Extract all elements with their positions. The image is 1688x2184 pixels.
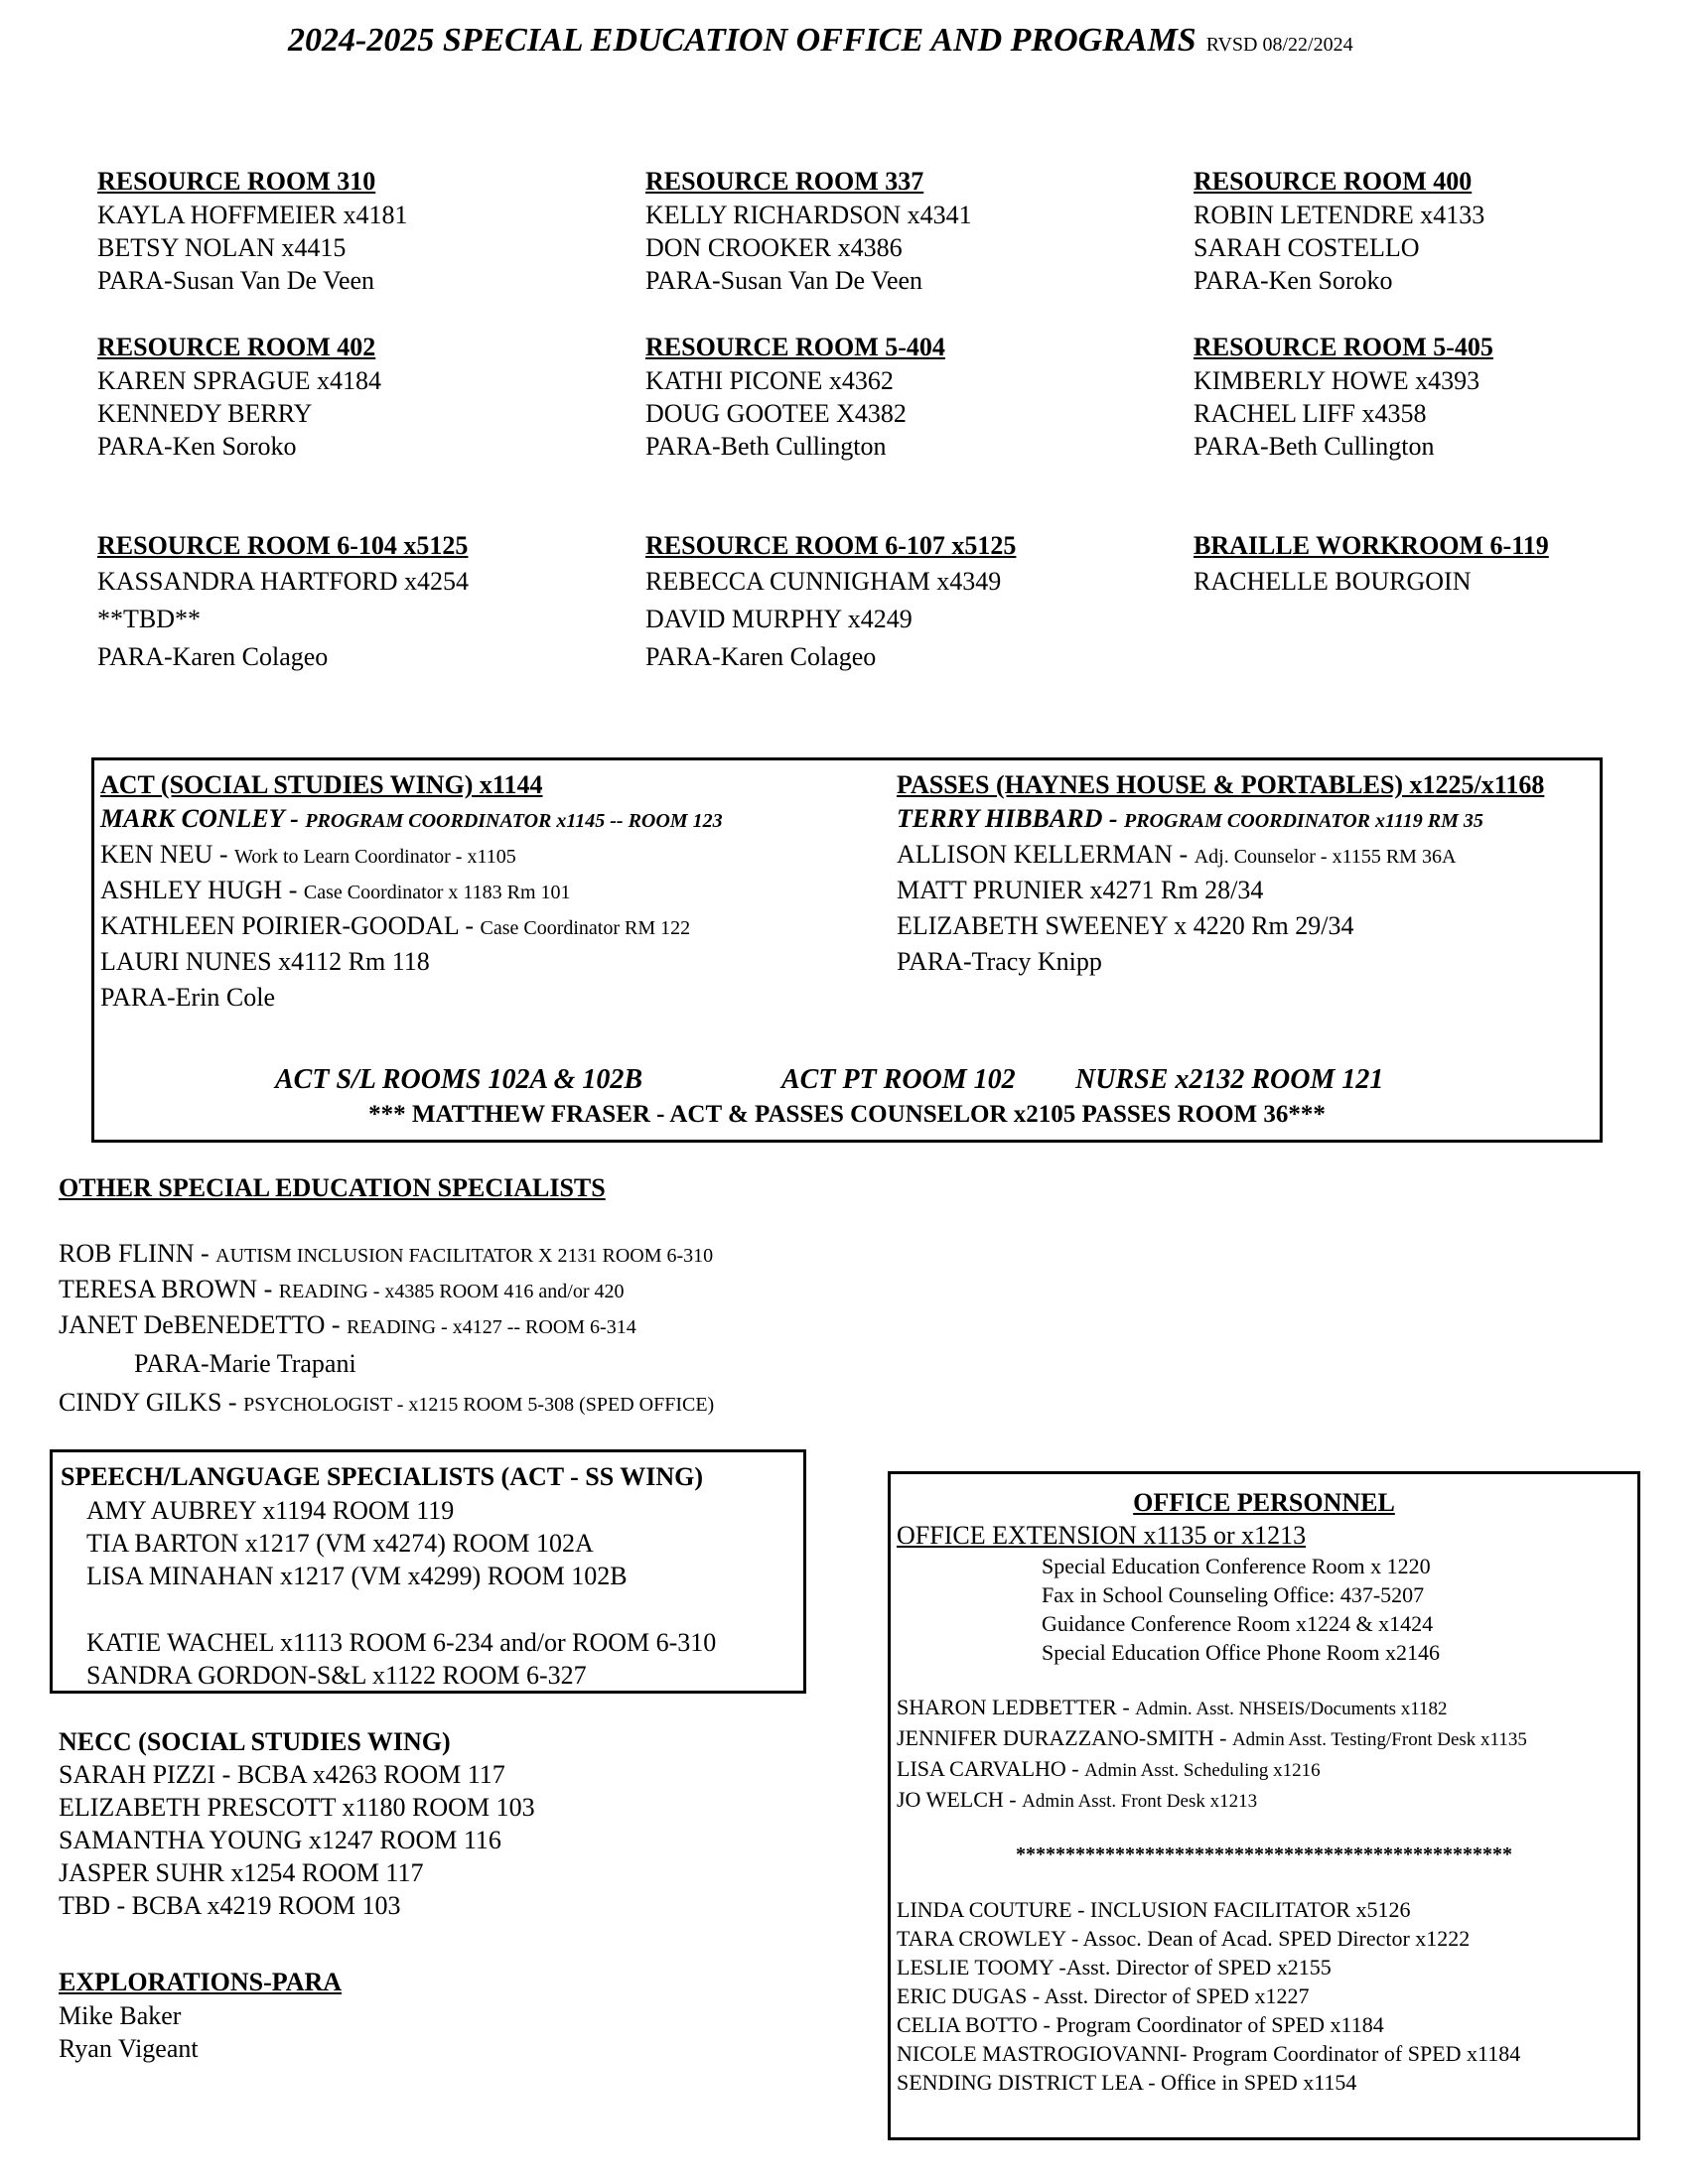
resource-room-400 (1194, 165, 1688, 297)
room-title: RESOURCE ROOM 5-405 (1194, 333, 1493, 361)
room-title: RESOURCE ROOM 337 (645, 167, 924, 196)
staff-line: KAYLA HOFFMEIER x4181 (97, 201, 408, 229)
leader-line: CELIA BOTTO - Program Coordinator of SPED x1184 (897, 2012, 1384, 2037)
room-title: BRAILLE WORKROOM 6-119 (1194, 531, 1549, 560)
room-title: RESOURCE ROOM 402 (97, 333, 376, 361)
act-section (100, 768, 875, 1017)
act-sl-rooms: ACT S/L ROOMS 102A & 102B (275, 1064, 643, 1095)
revision-date: RVSD 08/22/2024 (1205, 34, 1353, 56)
specialist-name: JANET DeBENEDETTO - (59, 1310, 348, 1339)
specialist-line: TIA BARTON x1217 (VM x4274) ROOM 102A (86, 1529, 594, 1558)
staff-line: DON CROOKER x4386 (645, 233, 903, 262)
leadership-list (897, 1895, 1631, 2097)
resource-room-5-405 (1194, 331, 1688, 463)
staff-line: PARA-Karen Colageo (645, 642, 877, 671)
room-title: RESOURCE ROOM 5-404 (645, 333, 945, 361)
passes-coordinator (897, 802, 1598, 838)
leader-line: SENDING DISTRICT LEA - Office in SPED x1154 (897, 2070, 1357, 2095)
office-title-wrap (891, 1486, 1637, 1520)
act-pt-room: ACT PT ROOM 102 (781, 1064, 1016, 1095)
staff-line (897, 945, 1598, 981)
specialist-line (59, 1237, 952, 1273)
staff-line: PARA-Susan Van De Veen (645, 266, 923, 295)
nurse-room: NURSE x2132 ROOM 121 (1075, 1064, 1384, 1095)
assistant-role: Admin Asst. Testing/Front Desk x1135 (1231, 1729, 1527, 1750)
coordinator-role: PROGRAM COORDINATOR x1145 -- ROOM 123 (305, 810, 723, 832)
room-title: RESOURCE ROOM 6-107 x5125 (645, 531, 1017, 560)
staff-line: PARA-Ken Soroko (97, 432, 297, 461)
assistant-name: LISA CARVALHO - (897, 1756, 1085, 1781)
assistant-line (897, 1785, 1631, 1816)
office-body (897, 1520, 1631, 2097)
leader-line: LINDA COUTURE - INCLUSION FACILITATOR x5126 (897, 1897, 1411, 1922)
braille-workroom (1194, 529, 1688, 601)
staff-role: Case Coordinator RM 122 (480, 917, 691, 939)
staff-line: RACHELLE BOURGOIN (1194, 567, 1472, 596)
explorations-section (59, 1966, 555, 2065)
staff-line (100, 838, 875, 874)
assistant-line (897, 1693, 1631, 1723)
staff-line: Mike Baker (59, 2001, 182, 2030)
staff-line: KATHI PICONE x4362 (645, 366, 894, 395)
staff-line: **TBD** (97, 605, 201, 633)
room-line: Fax in School Counseling Office: 437-5207 (1042, 1582, 1425, 1607)
specialist-line (59, 1386, 952, 1422)
staff-line: RACHEL LIFF x4358 (1194, 399, 1427, 428)
staff-line (897, 909, 1598, 945)
room-line: Special Education Office Phone Room x2146 (1042, 1640, 1441, 1665)
staff-name: KEN NEU - (100, 840, 235, 869)
assistant-name: SHARON LEDBETTER - (897, 1695, 1136, 1719)
assistant-line (897, 1723, 1631, 1754)
specialist-line (59, 1344, 952, 1386)
staff-name: ASHLEY HUGH - (100, 876, 304, 904)
assistant-role: Admin. Asst. NHSEIS/Documents x1182 (1135, 1699, 1448, 1719)
room-line: Guidance Conference Room x1224 & x1424 (1042, 1611, 1434, 1636)
staff-line: BETSY NOLAN x4415 (97, 233, 347, 262)
coordinator-name: TERRY HIBBARD - (897, 804, 1124, 833)
staff-line: ELIZABETH PRESCOTT x1180 ROOM 103 (59, 1793, 535, 1822)
leader-line: LESLIE TOOMY -Asst. Director of SPED x2155 (897, 1955, 1332, 1979)
staff-role: Adj. Counselor - x1155 RM 36A (1194, 846, 1457, 868)
specialist-name: TERESA BROWN - (59, 1275, 279, 1303)
office-personnel-box (888, 1471, 1640, 2140)
staff-line (100, 909, 875, 945)
staff-name: MATT PRUNIER x4271 Rm 28/34 (897, 876, 1264, 904)
staff-line: PARA-Karen Colageo (97, 642, 329, 671)
assistant-role: Admin Asst. Front Desk x1213 (1022, 1791, 1258, 1812)
staff-line: JASPER SUHR x1254 ROOM 117 (59, 1858, 424, 1887)
resource-room-310 (97, 165, 614, 297)
act-coordinator (100, 802, 875, 838)
staff-line: PARA-Beth Cullington (645, 432, 887, 461)
staff-line: KIMBERLY HOWE x4393 (1194, 366, 1480, 395)
passes-title: PASSES (HAYNES HOUSE & PORTABLES) x1225/x1168 (897, 770, 1545, 799)
assistants-list (897, 1693, 1631, 1816)
resource-room-402 (97, 331, 614, 463)
necc-section (59, 1725, 754, 1922)
section-title: NECC (SOCIAL STUDIES WING) (59, 1727, 451, 1756)
specialist-line: LISA MINAHAN x1217 (VM x4299) ROOM 102B (86, 1562, 628, 1590)
staff-name: ELIZABETH SWEENEY x 4220 Rm 29/34 (897, 911, 1354, 940)
staff-line: TBD - BCBA x4219 ROOM 103 (59, 1891, 401, 1920)
staff-line: PARA-Ken Soroko (1194, 266, 1393, 295)
room-title: RESOURCE ROOM 310 (97, 167, 376, 196)
specialist-role: READING - x4127 -- ROOM 6-314 (347, 1316, 636, 1338)
staff-line: PARA-Beth Cullington (1194, 432, 1435, 461)
specialist-line: AMY AUBREY x1194 ROOM 119 (86, 1496, 455, 1525)
staff-name: PARA-Erin Cole (100, 983, 275, 1012)
leader-line: ERIC DUGAS - Asst. Director of SPED x1227 (897, 1983, 1310, 2008)
resource-room-337 (645, 165, 1162, 297)
staff-line: ROBIN LETENDRE x4133 (1194, 201, 1485, 229)
staff-name: KATHLEEN POIRIER-GOODAL - (100, 911, 481, 940)
staff-line (897, 838, 1598, 874)
page-title (288, 22, 1353, 60)
staff-line: PARA-Susan Van De Veen (97, 266, 375, 295)
office-rooms (897, 1552, 1631, 1667)
specialist-name: CINDY GILKS - (59, 1388, 244, 1417)
other-specialists-section (59, 1171, 952, 1422)
staff-role: Work to Learn Coordinator - x1105 (234, 846, 516, 868)
staff-name: ALLISON KELLERMAN - (897, 840, 1195, 869)
staff-line: KELLY RICHARDSON x4341 (645, 201, 972, 229)
speech-language-box (50, 1449, 806, 1694)
staff-line (897, 874, 1598, 909)
office-extension: OFFICE EXTENSION x1135 or x1213 (897, 1521, 1307, 1550)
staff-line (100, 874, 875, 909)
assistant-name: JENNIFER DURAZZANO-SMITH - (897, 1725, 1232, 1750)
specialist-line (59, 1308, 952, 1344)
staff-line: SAMANTHA YOUNG x1247 ROOM 116 (59, 1826, 501, 1854)
coordinator-name: MARK CONLEY - (100, 804, 306, 833)
staff-line (100, 945, 875, 981)
section-title: OFFICE PERSONNEL (1133, 1488, 1395, 1517)
room-title: RESOURCE ROOM 400 (1194, 167, 1473, 196)
specialist-name: PARA-Marie Trapani (134, 1349, 356, 1378)
coordinator-role: PROGRAM COORDINATOR x1119 RM 35 (1124, 810, 1483, 832)
staff-line: DAVID MURPHY x4249 (645, 605, 913, 633)
specialist-role: READING - x4385 ROOM 416 and/or 420 (278, 1281, 625, 1302)
section-title: EXPLORATIONS-PARA (59, 1968, 343, 1996)
staff-line: REBECCA CUNNIGHAM x4349 (645, 567, 1002, 596)
specialist-line: KATIE WACHEL x1113 ROOM 6-234 and/or ROOM 6-310 (86, 1628, 717, 1657)
room-line: Special Education Conference Room x 1220 (1042, 1554, 1431, 1578)
section-title: SPEECH/LANGUAGE SPECIALISTS (ACT - SS WING) (61, 1462, 704, 1491)
act-title: ACT (SOCIAL STUDIES WING) x1144 (100, 770, 543, 799)
specialist-line (59, 1273, 952, 1308)
staff-line: DOUG GOOTEE X4382 (645, 399, 907, 428)
document-title: 2024-2025 SPECIAL EDUCATION OFFICE AND PROGRAMS (288, 22, 1196, 59)
assistant-role: Admin Asst. Scheduling x1216 (1084, 1760, 1321, 1781)
staff-line: KENNEDY BERRY (97, 399, 313, 428)
staff-role: Case Coordinator x 1183 Rm 101 (303, 882, 571, 903)
staff-name: LAURI NUNES x4112 Rm 118 (100, 947, 430, 976)
staff-line: Ryan Vigeant (59, 2034, 199, 2063)
counselor-line: *** MATTHEW FRASER - ACT & PASSES COUNSELOR x2105 PASSES ROOM 36*** (368, 1101, 1326, 1128)
staff-name: PARA-Tracy Knipp (897, 947, 1102, 976)
act-passes-box (91, 757, 1603, 1143)
leader-line: TARA CROWLEY - Assoc. Dean of Acad. SPED Director x1222 (897, 1926, 1471, 1951)
staff-line: SARAH COSTELLO (1194, 233, 1420, 262)
specialist-line: SANDRA GORDON-S&L x1122 ROOM 6-327 (86, 1661, 587, 1690)
room-title: RESOURCE ROOM 6-104 x5125 (97, 531, 469, 560)
resource-room-6-104 (97, 529, 614, 676)
staff-line: SARAH PIZZI - BCBA x4263 ROOM 117 (59, 1760, 505, 1789)
staff-line: KASSANDRA HARTFORD x4254 (97, 567, 470, 596)
resource-room-6-107 (645, 529, 1162, 676)
specialist-name: ROB FLINN - (59, 1239, 216, 1268)
passes-section (897, 768, 1598, 981)
resource-room-5-404 (645, 331, 1162, 463)
separator: ************************************************** (1016, 1843, 1512, 1865)
speech-section (61, 1460, 795, 1692)
staff-line (100, 981, 875, 1017)
specialist-role: AUTISM INCLUSION FACILITATOR X 2131 ROOM 6-310 (215, 1245, 714, 1267)
section-title: OTHER SPECIAL EDUCATION SPECIALISTS (59, 1173, 606, 1202)
assistant-name: JO WELCH - (897, 1787, 1023, 1812)
assistant-line (897, 1754, 1631, 1785)
leader-line: NICOLE MASTROGIOVANNI- Program Coordinator of SPED x1184 (897, 2041, 1521, 2066)
staff-line: KAREN SPRAGUE x4184 (97, 366, 382, 395)
specialist-role: PSYCHOLOGIST - x1215 ROOM 5-308 (SPED OFFICE) (243, 1394, 715, 1416)
